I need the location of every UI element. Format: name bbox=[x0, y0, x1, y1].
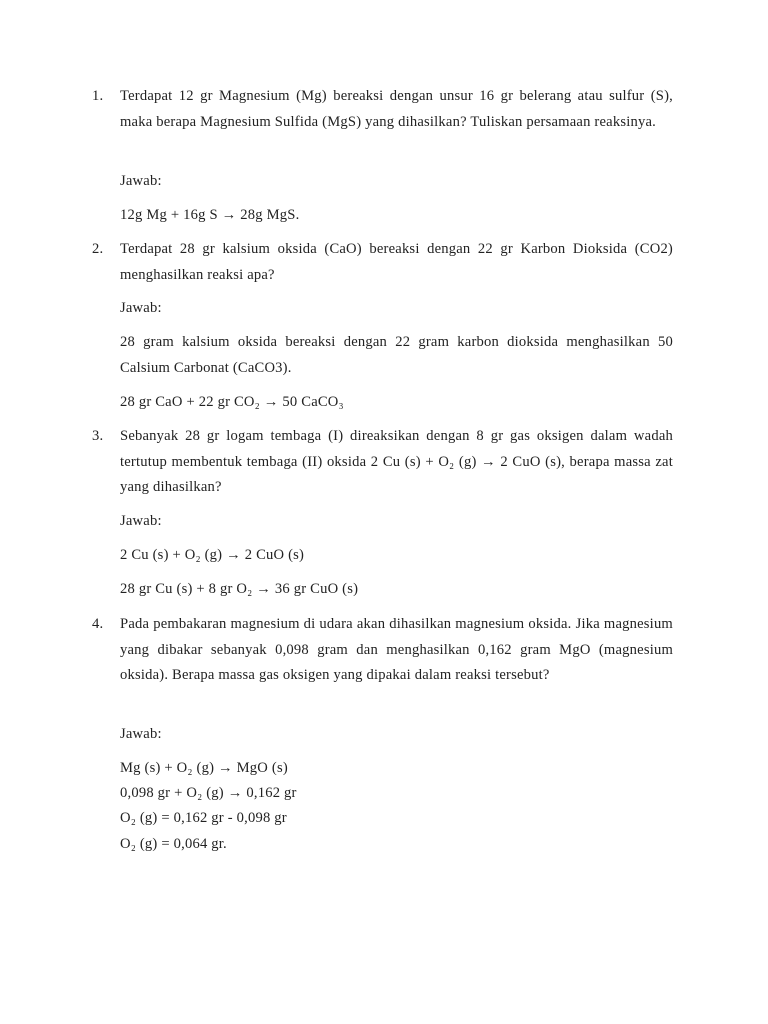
question-1-text: Terdapat 12 gr Magnesium (Mg) bereaksi dengan unsur 16 gr belerang atau sulfur (S), maka berapa Magnesium Sulfida (MgS) yang dihasilkan? Tuliskan persamaan reaksinya. bbox=[120, 88, 673, 130]
question-4-answer-line-2: 0,098 gr + O₂ (g) → 0,162 gr bbox=[120, 785, 297, 801]
question-1-number: 1. bbox=[92, 88, 104, 104]
question-2-text: Terdapat 28 gr kalsium oksida (CaO) bereaksi dengan 22 gr Karbon Dioksida (CO2) menghasilkan reaksi apa? bbox=[120, 241, 673, 283]
question-4-number: 4. bbox=[92, 616, 104, 632]
question-3-number: 3. bbox=[92, 428, 104, 444]
question-1-answer-label: Jawab: bbox=[120, 173, 162, 189]
question-2-answer-paragraph: 28 gram kalsium oksida bereaksi dengan 22 gram karbon dioksida menghasilkan 50 Calsium Carbonat (CaCO3). bbox=[120, 334, 673, 376]
question-3-answer-label: Jawab: bbox=[120, 513, 162, 529]
question-1-answer-line-1: 12g Mg + 16g S → 28g MgS. bbox=[120, 207, 300, 223]
question-4-answer-label: Jawab: bbox=[120, 726, 162, 742]
question-3-answer-line-2: 28 gr Cu (s) + 8 gr O₂ → 36 gr CuO (s) bbox=[120, 581, 359, 597]
question-4-text: Pada pembakaran magnesium di udara akan dihasilkan magnesium oksida. Jika magnesium yang dibakar sebanyak 0,098 gram dan menghasilkan 0,162 gram MgO (magnesium oksida). Berapa massa gas oksigen yang dipakai dalam reaksi tersebut? bbox=[120, 616, 673, 683]
question-2-answer-line-1: 28 gr CaO + 22 gr CO₂ → 50 CaCO₃ bbox=[120, 394, 344, 410]
question-2-number: 2. bbox=[92, 241, 104, 257]
question-4-answer-line-3: O₂ (g) = 0,162 gr - 0,098 gr bbox=[120, 810, 287, 826]
question-4-answer-line-1: Mg (s) + O₂ (g) → MgO (s) bbox=[120, 760, 288, 776]
question-2-answer-label: Jawab: bbox=[120, 300, 162, 316]
question-3-answer-line-1: 2 Cu (s) + O₂ (g) → 2 CuO (s) bbox=[120, 547, 305, 563]
question-4-answer-line-4: O₂ (g) = 0,064 gr. bbox=[120, 836, 227, 852]
question-3-text: Sebanyak 28 gr logam tembaga (I) direaksikan dengan 8 gr gas oksigen dalam wadah tertutup membentuk tembaga (II) oksida 2 Cu (s) + O₂ (g) → 2 CuO (s), berapa massa zat yang dihasilkan? bbox=[120, 428, 673, 495]
